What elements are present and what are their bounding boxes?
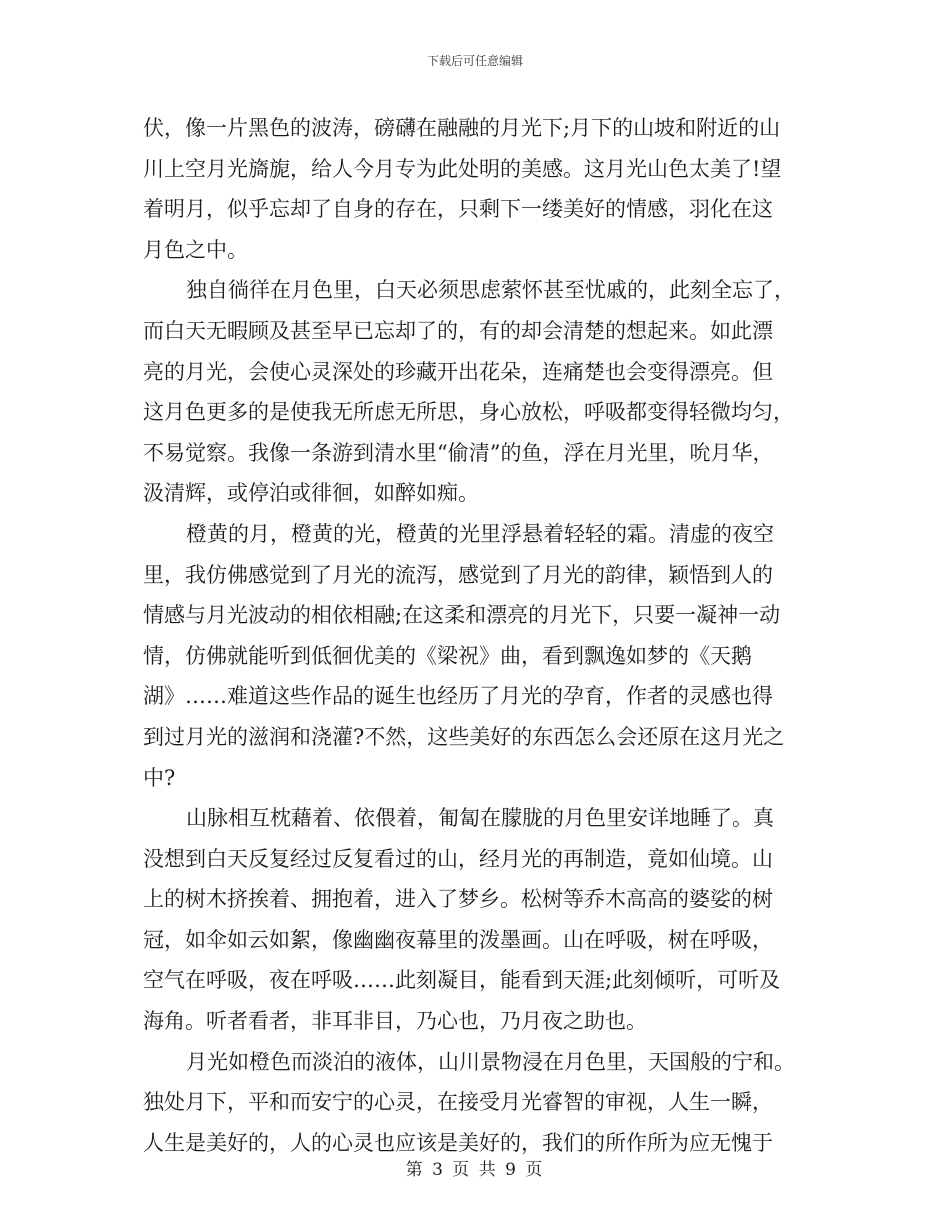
text-line: 情感与月光波动的相依相融;在这柔和漂亮的月光下，只要一凝神一动 — [143, 603, 781, 628]
text-line: 没想到白天反复经过反复看过的山，经月光的再制造，竟如仙境。山 — [143, 846, 773, 871]
text-line: 到过月光的滋润和浇灌?不然，这些美好的东西怎么会还原在这月光之 — [143, 724, 785, 749]
text-line: 中? — [143, 765, 176, 790]
text-line: 月色之中。 — [143, 237, 248, 262]
text-line: 人生是美好的，人的心灵也应该是美好的，我们的所作所为应无愧于 — [143, 1130, 773, 1155]
text-line: 亮的月光，会使心灵深处的珍藏开出花朵，连痛楚也会变得漂亮。但 — [143, 359, 773, 384]
text-line: 独自徜徉在月色里，白天必须思虑萦怀甚至忧戚的，此刻全忘了， — [186, 278, 795, 303]
text-line: 空气在呼吸，夜在呼吸……此刻凝目，能看到天涯;此刻倾听，可听及 — [143, 968, 781, 993]
page-number: 第 3 页 共 9 页 — [405, 1160, 545, 1180]
text-line: 独处月下，平和而安宁的心灵，在接受月光睿智的审视，人生一瞬， — [143, 1090, 773, 1115]
text-line: 冠，如伞如云如絮，像幽幽夜幕里的泼墨画。山在呼吸，树在呼吸， — [143, 927, 773, 952]
text-line: 橙黄的月，橙黄的光，橙黄的光里浮悬着轻轻的霜。清虚的夜空 — [186, 521, 774, 546]
page-header: 下载后可任意编辑 — [426, 54, 523, 68]
document-body — [143, 108, 808, 1163]
text-line: 伏，像一片黑色的波涛，磅礴在融融的月光下;月下的山坡和附近的山 — [143, 116, 781, 140]
text-line: 川上空月光旖旎，给人今月专为此处明的美感。这月光山色太美了!望 — [143, 156, 782, 181]
text-line: 不易觉察。我像一条游到清水里“偷清”的鱼，浮在月光里，吮月华， — [143, 440, 774, 465]
text-line: 海角。听者看者，非耳非目，乃心也，乃月夜之助也。 — [143, 1009, 647, 1034]
text-line: 这月色更多的是使我无所虑无所思，身心放松，呼吸都变得轻微均匀， — [143, 400, 794, 425]
text-line: 着明月，似乎忘却了自身的存在，只剩下一缕美好的情感，羽化在这 — [143, 197, 773, 222]
text-line: 汲清辉，或停泊或徘徊，如醉如痴。 — [143, 481, 479, 506]
text-line: 山脉相互枕藉着、依偎着，匍匐在朦胧的月色里安详地睡了。真 — [186, 806, 774, 831]
text-line: 湖》……难道这些作品的诞生也经历了月光的孕育，作者的灵感也得 — [143, 684, 773, 709]
text-line: 月光如橙色而淡泊的液体，山川景物浸在月色里，天国般的宁和。 — [186, 1049, 795, 1074]
text-line: 里，我仿佛感觉到了月光的流泻，感觉到了月光的韵律，颖悟到人的 — [143, 562, 773, 587]
text-line: 情，仿佛就能听到低徊优美的《梁祝》曲，看到飘逸如梦的《天鹅 — [143, 643, 752, 668]
text-line: 上的树木挤挨着、拥抱着，进入了梦乡。松树等乔木高高的婆娑的树 — [143, 887, 773, 912]
text-line: 而白天无暇顾及甚至早已忘却了的，有的却会清楚的想起来。如此漂 — [143, 318, 773, 343]
